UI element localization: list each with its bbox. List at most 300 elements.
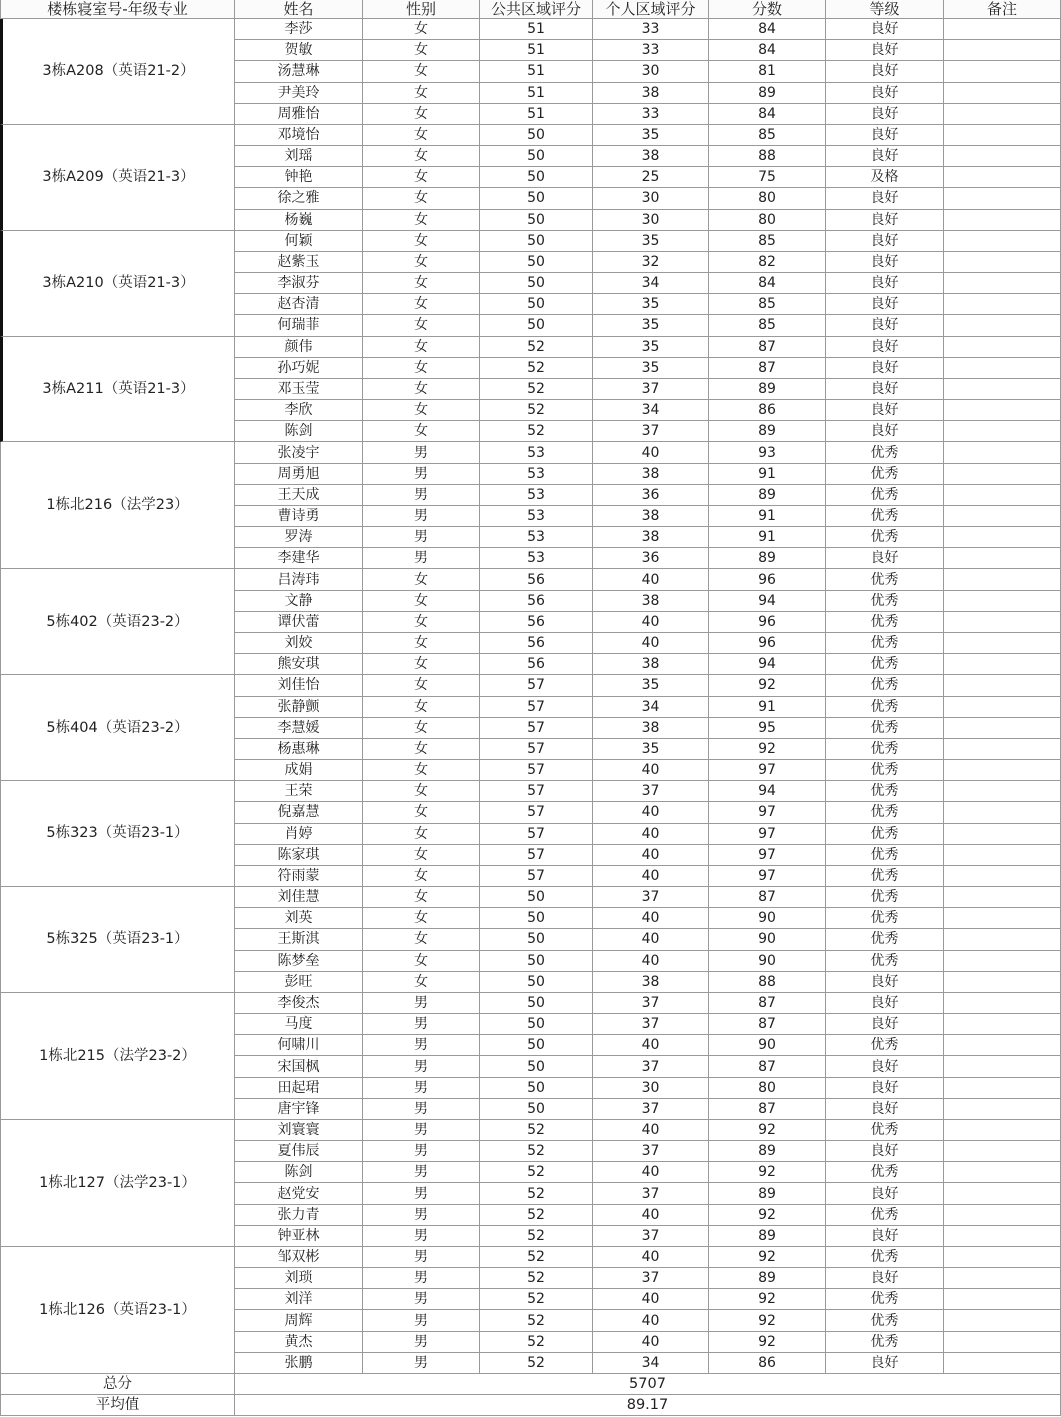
cell-name: 刘瑶 (235, 146, 363, 167)
cell-personal-score: 38 (593, 972, 709, 993)
cell-personal-score: 37 (593, 1141, 709, 1162)
cell-gender: 女 (363, 315, 480, 336)
cell-gender: 男 (363, 1120, 480, 1141)
cell-remark (944, 951, 1061, 972)
cell-gender: 女 (363, 273, 480, 294)
cell-public-score: 52 (480, 337, 593, 358)
cell-gender: 女 (363, 252, 480, 273)
cell-remark (944, 421, 1061, 442)
cell-gender: 女 (363, 802, 480, 823)
cell-name: 李淑芬 (235, 273, 363, 294)
cell-gender: 男 (363, 1332, 480, 1353)
cell-personal-score: 37 (593, 1268, 709, 1289)
cell-gender: 女 (363, 146, 480, 167)
cell-public-score: 57 (480, 718, 593, 739)
cell-public-score: 52 (480, 1162, 593, 1183)
cell-total: 75 (709, 167, 826, 188)
cell-remark (944, 315, 1061, 336)
cell-public-score: 52 (480, 1332, 593, 1353)
cell-remark (944, 379, 1061, 400)
cell-grade: 优秀 (826, 845, 944, 866)
cell-name: 李欣 (235, 400, 363, 421)
cell-personal-score: 37 (593, 421, 709, 442)
cell-total: 96 (709, 612, 826, 633)
cell-public-score: 53 (480, 527, 593, 548)
cell-grade: 优秀 (826, 908, 944, 929)
cell-personal-score: 38 (593, 146, 709, 167)
header-room: 楼栋寝室号-年级专业 (0, 0, 235, 19)
cell-name: 宋国枫 (235, 1056, 363, 1077)
cell-grade: 优秀 (826, 1162, 944, 1183)
cell-name: 周雅怡 (235, 104, 363, 125)
cell-grade: 优秀 (826, 802, 944, 823)
cell-personal-score: 37 (593, 1183, 709, 1204)
cell-grade: 良好 (826, 1014, 944, 1035)
cell-public-score: 56 (480, 654, 593, 675)
cell-public-score: 50 (480, 125, 593, 146)
cell-personal-score: 35 (593, 675, 709, 696)
cell-personal-score: 37 (593, 1099, 709, 1120)
cell-remark (944, 675, 1061, 696)
cell-gender: 女 (363, 887, 480, 908)
cell-name: 张力青 (235, 1205, 363, 1226)
room-label: 3栋A211（英语21-3） (0, 337, 235, 443)
cell-remark (944, 188, 1061, 209)
cell-personal-score: 40 (593, 1205, 709, 1226)
cell-name: 钟艳 (235, 167, 363, 188)
cell-gender: 男 (363, 1310, 480, 1331)
cell-grade: 优秀 (826, 824, 944, 845)
cell-public-score: 50 (480, 1035, 593, 1056)
cell-total: 92 (709, 1289, 826, 1310)
cell-grade: 优秀 (826, 929, 944, 950)
cell-personal-score: 35 (593, 294, 709, 315)
cell-public-score: 51 (480, 19, 593, 40)
room-label: 5栋404（英语23-2） (0, 675, 235, 781)
cell-gender: 女 (363, 19, 480, 40)
cell-public-score: 53 (480, 464, 593, 485)
cell-total: 92 (709, 675, 826, 696)
cell-remark (944, 104, 1061, 125)
cell-total: 89 (709, 421, 826, 442)
cell-grade: 良好 (826, 125, 944, 146)
cell-personal-score: 30 (593, 210, 709, 231)
cell-gender: 女 (363, 379, 480, 400)
cell-grade: 优秀 (826, 612, 944, 633)
cell-personal-score: 40 (593, 1289, 709, 1310)
cell-grade: 优秀 (826, 866, 944, 887)
cell-grade: 良好 (826, 252, 944, 273)
cell-gender: 男 (363, 1289, 480, 1310)
cell-remark (944, 633, 1061, 654)
cell-gender: 男 (363, 1078, 480, 1099)
cell-gender: 女 (363, 294, 480, 315)
cell-personal-score: 30 (593, 61, 709, 82)
average-label: 平均值 (0, 1395, 235, 1416)
total-value: 5707 (235, 1374, 1061, 1395)
cell-grade: 良好 (826, 379, 944, 400)
room-label: 1栋北127（法学23-1） (0, 1120, 235, 1247)
cell-remark (944, 1332, 1061, 1353)
cell-gender: 男 (363, 993, 480, 1014)
cell-personal-score: 40 (593, 866, 709, 887)
cell-name: 张凌宇 (235, 442, 363, 463)
cell-personal-score: 40 (593, 612, 709, 633)
cell-name: 邓玉莹 (235, 379, 363, 400)
cell-grade: 优秀 (826, 718, 944, 739)
cell-gender: 男 (363, 1014, 480, 1035)
cell-total: 92 (709, 1205, 826, 1226)
cell-name: 杨惠琳 (235, 739, 363, 760)
cell-personal-score: 40 (593, 1120, 709, 1141)
cell-personal-score: 38 (593, 464, 709, 485)
cell-total: 94 (709, 654, 826, 675)
cell-name: 何瑞菲 (235, 315, 363, 336)
cell-public-score: 57 (480, 781, 593, 802)
cell-remark (944, 1078, 1061, 1099)
cell-gender: 女 (363, 125, 480, 146)
cell-personal-score: 40 (593, 929, 709, 950)
cell-name: 陈梦垒 (235, 951, 363, 972)
cell-grade: 良好 (826, 337, 944, 358)
total-label: 总分 (0, 1374, 235, 1395)
cell-name: 尹美玲 (235, 83, 363, 104)
cell-gender: 男 (363, 485, 480, 506)
cell-gender: 女 (363, 697, 480, 718)
cell-total: 85 (709, 294, 826, 315)
cell-public-score: 53 (480, 506, 593, 527)
cell-grade: 优秀 (826, 697, 944, 718)
cell-name: 王荣 (235, 781, 363, 802)
cell-public-score: 52 (480, 421, 593, 442)
cell-total: 91 (709, 527, 826, 548)
cell-gender: 男 (363, 548, 480, 569)
cell-public-score: 52 (480, 400, 593, 421)
cell-total: 81 (709, 61, 826, 82)
cell-public-score: 52 (480, 1205, 593, 1226)
cell-total: 84 (709, 273, 826, 294)
cell-total: 90 (709, 1035, 826, 1056)
cell-gender: 男 (363, 1268, 480, 1289)
cell-public-score: 53 (480, 548, 593, 569)
cell-personal-score: 34 (593, 400, 709, 421)
cell-total: 97 (709, 866, 826, 887)
cell-name: 刘姣 (235, 633, 363, 654)
room-label: 5栋325（英语23-1） (0, 887, 235, 993)
cell-remark (944, 294, 1061, 315)
cell-personal-score: 40 (593, 1035, 709, 1056)
cell-grade: 良好 (826, 1078, 944, 1099)
cell-public-score: 56 (480, 612, 593, 633)
cell-public-score: 57 (480, 802, 593, 823)
cell-personal-score: 35 (593, 125, 709, 146)
cell-grade: 优秀 (826, 464, 944, 485)
cell-name: 马度 (235, 1014, 363, 1035)
cell-grade: 良好 (826, 188, 944, 209)
cell-grade: 优秀 (826, 760, 944, 781)
cell-public-score: 50 (480, 273, 593, 294)
cell-grade: 优秀 (826, 527, 944, 548)
cell-remark (944, 697, 1061, 718)
cell-personal-score: 36 (593, 548, 709, 569)
room-label: 5栋323（英语23-1） (0, 781, 235, 887)
cell-name: 赵紫玉 (235, 252, 363, 273)
cell-remark (944, 1183, 1061, 1204)
cell-grade: 良好 (826, 1141, 944, 1162)
cell-gender: 女 (363, 654, 480, 675)
cell-name: 刘佳慧 (235, 887, 363, 908)
cell-gender: 女 (363, 210, 480, 231)
cell-grade: 及格 (826, 167, 944, 188)
cell-gender: 女 (363, 951, 480, 972)
cell-remark (944, 125, 1061, 146)
cell-personal-score: 38 (593, 718, 709, 739)
cell-gender: 男 (363, 1183, 480, 1204)
cell-remark (944, 781, 1061, 802)
cell-total: 87 (709, 993, 826, 1014)
cell-public-score: 50 (480, 315, 593, 336)
cell-personal-score: 40 (593, 442, 709, 463)
cell-personal-score: 34 (593, 1353, 709, 1374)
cell-remark (944, 527, 1061, 548)
cell-remark (944, 612, 1061, 633)
cell-grade: 良好 (826, 40, 944, 61)
cell-personal-score: 36 (593, 485, 709, 506)
cell-name: 张鹏 (235, 1353, 363, 1374)
cell-personal-score: 40 (593, 569, 709, 590)
cell-total: 97 (709, 802, 826, 823)
cell-grade: 良好 (826, 1268, 944, 1289)
cell-public-score: 50 (480, 1014, 593, 1035)
cell-personal-score: 40 (593, 1332, 709, 1353)
cell-total: 92 (709, 1247, 826, 1268)
cell-name: 杨巍 (235, 210, 363, 231)
cell-remark (944, 1247, 1061, 1268)
cell-personal-score: 32 (593, 252, 709, 273)
cell-total: 91 (709, 697, 826, 718)
cell-total: 90 (709, 951, 826, 972)
cell-remark (944, 506, 1061, 527)
cell-gender: 女 (363, 781, 480, 802)
cell-remark (944, 591, 1061, 612)
cell-name: 夏伟辰 (235, 1141, 363, 1162)
cell-grade: 良好 (826, 19, 944, 40)
cell-personal-score: 37 (593, 1014, 709, 1035)
cell-total: 87 (709, 337, 826, 358)
cell-remark (944, 654, 1061, 675)
cell-personal-score: 37 (593, 781, 709, 802)
cell-personal-score: 40 (593, 951, 709, 972)
cell-public-score: 52 (480, 379, 593, 400)
cell-gender: 女 (363, 61, 480, 82)
cell-grade: 良好 (826, 421, 944, 442)
cell-total: 86 (709, 1353, 826, 1374)
cell-gender: 女 (363, 633, 480, 654)
cell-remark (944, 210, 1061, 231)
cell-gender: 男 (363, 1141, 480, 1162)
cell-personal-score: 40 (593, 1310, 709, 1331)
cell-public-score: 50 (480, 231, 593, 252)
room-label: 5栋402（英语23-2） (0, 569, 235, 675)
cell-name: 李建华 (235, 548, 363, 569)
cell-public-score: 50 (480, 146, 593, 167)
cell-grade: 良好 (826, 400, 944, 421)
cell-public-score: 52 (480, 358, 593, 379)
cell-public-score: 57 (480, 845, 593, 866)
cell-public-score: 53 (480, 485, 593, 506)
cell-total: 85 (709, 125, 826, 146)
cell-total: 84 (709, 19, 826, 40)
cell-personal-score: 38 (593, 83, 709, 104)
cell-gender: 女 (363, 188, 480, 209)
cell-remark (944, 718, 1061, 739)
cell-grade: 良好 (826, 358, 944, 379)
cell-remark (944, 993, 1061, 1014)
cell-total: 96 (709, 633, 826, 654)
cell-remark (944, 1035, 1061, 1056)
cell-public-score: 51 (480, 61, 593, 82)
cell-personal-score: 40 (593, 845, 709, 866)
cell-remark (944, 1014, 1061, 1035)
cell-gender: 女 (363, 40, 480, 61)
cell-total: 97 (709, 824, 826, 845)
cell-name: 赵党安 (235, 1183, 363, 1204)
cell-grade: 良好 (826, 993, 944, 1014)
cell-name: 张静颤 (235, 697, 363, 718)
cell-name: 谭伏蕾 (235, 612, 363, 633)
cell-gender: 女 (363, 929, 480, 950)
cell-grade: 优秀 (826, 1289, 944, 1310)
cell-name: 王斯淇 (235, 929, 363, 950)
room-label: 1栋北126（英语23-1） (0, 1247, 235, 1374)
cell-name: 汤慧琳 (235, 61, 363, 82)
cell-total: 90 (709, 929, 826, 950)
cell-grade: 良好 (826, 61, 944, 82)
cell-personal-score: 40 (593, 1247, 709, 1268)
cell-total: 85 (709, 231, 826, 252)
cell-personal-score: 40 (593, 824, 709, 845)
cell-name: 孙巧妮 (235, 358, 363, 379)
cell-personal-score: 33 (593, 104, 709, 125)
cell-grade: 优秀 (826, 739, 944, 760)
cell-remark (944, 845, 1061, 866)
cell-total: 80 (709, 1078, 826, 1099)
cell-grade: 良好 (826, 104, 944, 125)
cell-total: 87 (709, 1014, 826, 1035)
cell-name: 唐宇锋 (235, 1099, 363, 1120)
cell-personal-score: 38 (593, 654, 709, 675)
average-value: 89.17 (235, 1395, 1061, 1416)
cell-public-score: 57 (480, 697, 593, 718)
cell-total: 84 (709, 104, 826, 125)
cell-name: 何啸川 (235, 1035, 363, 1056)
cell-public-score: 52 (480, 1226, 593, 1247)
cell-remark (944, 1162, 1061, 1183)
header-grade: 等级 (826, 0, 944, 19)
cell-public-score: 50 (480, 887, 593, 908)
room-label: 1栋北215（法学23-2） (0, 993, 235, 1120)
cell-public-score: 52 (480, 1183, 593, 1204)
cell-public-score: 51 (480, 83, 593, 104)
cell-name: 罗涛 (235, 527, 363, 548)
header-total: 分数 (709, 0, 826, 19)
cell-remark (944, 400, 1061, 421)
cell-gender: 女 (363, 569, 480, 590)
cell-remark (944, 1099, 1061, 1120)
cell-grade: 良好 (826, 1183, 944, 1204)
cell-name: 刘英 (235, 908, 363, 929)
cell-grade: 优秀 (826, 1247, 944, 1268)
cell-personal-score: 40 (593, 633, 709, 654)
cell-personal-score: 37 (593, 1226, 709, 1247)
cell-name: 吕涛玮 (235, 569, 363, 590)
cell-public-score: 57 (480, 824, 593, 845)
cell-remark (944, 1226, 1061, 1247)
cell-name: 徐之雅 (235, 188, 363, 209)
cell-personal-score: 38 (593, 527, 709, 548)
cell-total: 92 (709, 1162, 826, 1183)
cell-remark (944, 1120, 1061, 1141)
cell-grade: 良好 (826, 1099, 944, 1120)
cell-remark (944, 464, 1061, 485)
cell-remark (944, 485, 1061, 506)
cell-gender: 男 (363, 1226, 480, 1247)
cell-gender: 女 (363, 591, 480, 612)
cell-name: 刘佳怡 (235, 675, 363, 696)
cell-remark (944, 548, 1061, 569)
cell-grade: 优秀 (826, 506, 944, 527)
cell-personal-score: 37 (593, 379, 709, 400)
cell-personal-score: 40 (593, 760, 709, 781)
cell-grade: 良好 (826, 1353, 944, 1374)
cell-public-score: 50 (480, 951, 593, 972)
cell-public-score: 50 (480, 167, 593, 188)
cell-public-score: 52 (480, 1247, 593, 1268)
cell-grade: 优秀 (826, 1205, 944, 1226)
cell-total: 97 (709, 845, 826, 866)
cell-remark (944, 887, 1061, 908)
cell-gender: 男 (363, 442, 480, 463)
cell-gender: 女 (363, 845, 480, 866)
room-label: 1栋北216（法学23） (0, 442, 235, 569)
cell-name: 陈剑 (235, 1162, 363, 1183)
cell-personal-score: 35 (593, 231, 709, 252)
cell-name: 符雨蒙 (235, 866, 363, 887)
cell-grade: 良好 (826, 972, 944, 993)
cell-gender: 男 (363, 506, 480, 527)
room-label: 3栋A209（英语21-3） (0, 125, 235, 231)
cell-name: 刘洋 (235, 1289, 363, 1310)
cell-grade: 良好 (826, 231, 944, 252)
cell-total: 87 (709, 1099, 826, 1120)
cell-grade: 良好 (826, 146, 944, 167)
cell-grade: 良好 (826, 294, 944, 315)
cell-remark (944, 252, 1061, 273)
cell-total: 89 (709, 1141, 826, 1162)
cell-personal-score: 34 (593, 273, 709, 294)
cell-gender: 男 (363, 1247, 480, 1268)
cell-public-score: 53 (480, 442, 593, 463)
cell-gender: 女 (363, 718, 480, 739)
cell-total: 91 (709, 464, 826, 485)
cell-public-score: 57 (480, 739, 593, 760)
cell-name: 邓境怡 (235, 125, 363, 146)
cell-remark (944, 442, 1061, 463)
cell-total: 89 (709, 485, 826, 506)
header-remark: 备注 (944, 0, 1061, 19)
cell-public-score: 51 (480, 104, 593, 125)
cell-total: 80 (709, 188, 826, 209)
